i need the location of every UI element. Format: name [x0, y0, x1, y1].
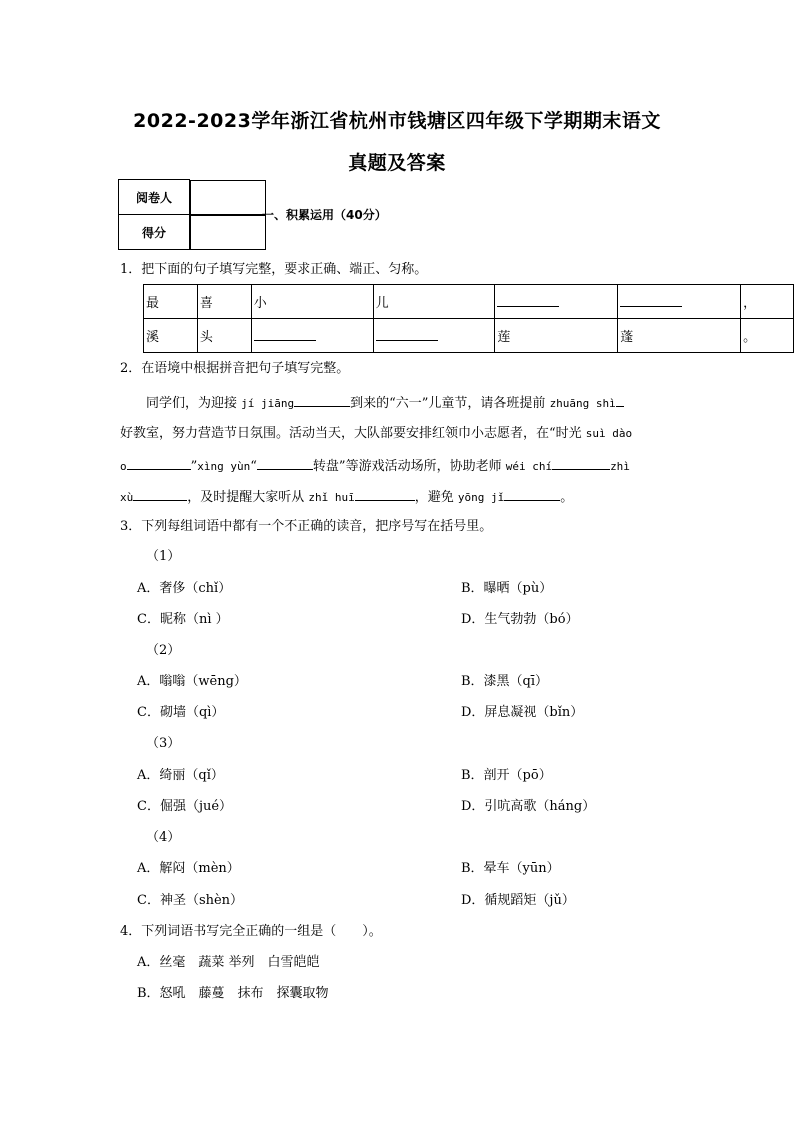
option-a[interactable]: A．丝毫 蔬菜 举列 白雪皑皑 [137, 955, 320, 970]
blank-line[interactable] [133, 487, 187, 501]
blank-line[interactable] [355, 487, 415, 501]
question-2-line-2 [120, 425, 632, 443]
q2-text: ，及时提醒大家听从 [187, 490, 309, 505]
poem-cell: 喜 [197, 285, 251, 319]
group-label: （2） [146, 643, 181, 658]
poem-fill-table [143, 284, 794, 353]
pinyin: wéi chí [505, 460, 553, 473]
poem-cell: ， [741, 285, 794, 319]
question-2-line-1 [146, 393, 624, 413]
q2-text: 好教室，努力营造节日氛围。活动当天，大队部要安排红领巾小志愿者，在“时光 [120, 426, 586, 441]
q2-text: 。 [560, 490, 574, 505]
option-c[interactable]: C．砌墙（qì） [137, 705, 225, 720]
group-label: （3） [146, 736, 181, 751]
document-title-line1: 2022-2023学年浙江省杭州市钱塘区四年级下学期期末语文 [133, 110, 661, 132]
blank-line[interactable] [257, 456, 313, 470]
question-2-line-3 [120, 456, 630, 476]
blank-line[interactable] [616, 393, 624, 407]
poem-blank-cell[interactable] [373, 319, 495, 353]
q2-text: 到来的“六一”儿童节，请各班提前 [350, 396, 550, 411]
question-2-text: 2．在语境中根据拼音把句子填写完整。 [120, 361, 350, 376]
group-label: （4） [146, 830, 181, 845]
poem-blank-cell[interactable] [618, 285, 741, 319]
reviewer-cell [190, 180, 266, 215]
poem-cell: 小 [251, 285, 373, 319]
poem-cell: 蓬 [618, 319, 741, 353]
option-b[interactable]: B．曝晒（pù） [461, 581, 553, 596]
group-label: （1） [146, 549, 181, 564]
option-a[interactable]: A．绮丽（qǐ） [137, 768, 224, 783]
poem-cell: 头 [197, 319, 251, 353]
document-title-line2: 真题及答案 [348, 152, 446, 174]
option-a[interactable]: A．奢侈（chǐ） [137, 581, 232, 596]
poem-cell: 。 [741, 319, 794, 353]
blank-line[interactable] [504, 487, 560, 501]
blank-line[interactable] [294, 393, 350, 407]
poem-cell: 溪 [144, 319, 198, 353]
q2-text: ，避免 [414, 490, 458, 505]
reviewer-label: 阅卷人 [119, 180, 190, 215]
pinyin: o [120, 460, 127, 473]
q2-text: 转盘”等游戏活动场所，协助老师 [312, 459, 506, 474]
poem-cell: 莲 [495, 319, 618, 353]
pinyin: xù [120, 491, 134, 504]
q2-text: “ [250, 459, 257, 474]
option-d[interactable]: D．屏息凝视（bǐn） [461, 705, 584, 720]
blank-line[interactable] [552, 456, 610, 470]
q2-text: ” [190, 459, 198, 474]
option-c[interactable]: C．倔强（jué） [137, 799, 233, 814]
blank-line [376, 326, 438, 341]
blank-line [620, 292, 682, 307]
pinyin: suì dào [585, 427, 633, 440]
option-d[interactable]: D．引吭高歌（háng） [461, 799, 596, 814]
pinyin: jí jiāng [241, 397, 295, 410]
poem-cell: 儿 [373, 285, 495, 319]
option-b[interactable]: B．漆黑（qī） [461, 674, 549, 689]
option-b[interactable]: B．怒吼 藤蔓 抹布 探囊取物 [137, 986, 329, 1001]
blank-line[interactable] [127, 456, 191, 470]
option-c[interactable]: C．昵称（nì ） [137, 612, 229, 627]
option-b[interactable]: B．剖开（pō） [461, 768, 552, 783]
option-a[interactable]: A．嗡嗡（wēng） [137, 674, 247, 689]
poem-cell: 最 [144, 285, 198, 319]
blank-line [497, 292, 559, 307]
question-3-text: 3．下列每组词语中都有一个不正确的读音，把序号写在括号里。 [120, 519, 493, 534]
pinyin: zhì [610, 460, 630, 473]
pinyin: yōng jǐ [457, 491, 505, 504]
option-a[interactable]: A．解闷（mèn） [137, 861, 240, 876]
score-cell [190, 215, 266, 250]
option-d[interactable]: D．生气勃勃（bó） [461, 612, 579, 627]
option-b[interactable]: B．晕车（yūn） [461, 861, 560, 876]
pinyin: xìng yùn [197, 460, 251, 473]
poem-blank-cell[interactable] [495, 285, 618, 319]
question-4-text: 4．下列词语书写完全正确的一组是（ ）。 [120, 924, 382, 939]
pinyin: zhǐ huī [308, 491, 355, 504]
score-label: 得分 [119, 215, 190, 250]
score-table [118, 179, 267, 250]
option-d[interactable]: D．循规蹈矩（jǔ） [461, 893, 575, 908]
blank-line [254, 326, 316, 341]
section-heading: 一、积累运用（40分） [262, 208, 387, 222]
poem-blank-cell[interactable] [251, 319, 373, 353]
q2-text: 同学们，为迎接 [146, 396, 242, 411]
question-1-text: 1．把下面的句子填写完整，要求正确、端正、匀称。 [120, 262, 428, 277]
pinyin: zhuāng shì [549, 397, 616, 410]
question-2-line-4 [120, 487, 573, 507]
option-c[interactable]: C．神圣（shèn） [137, 893, 244, 908]
